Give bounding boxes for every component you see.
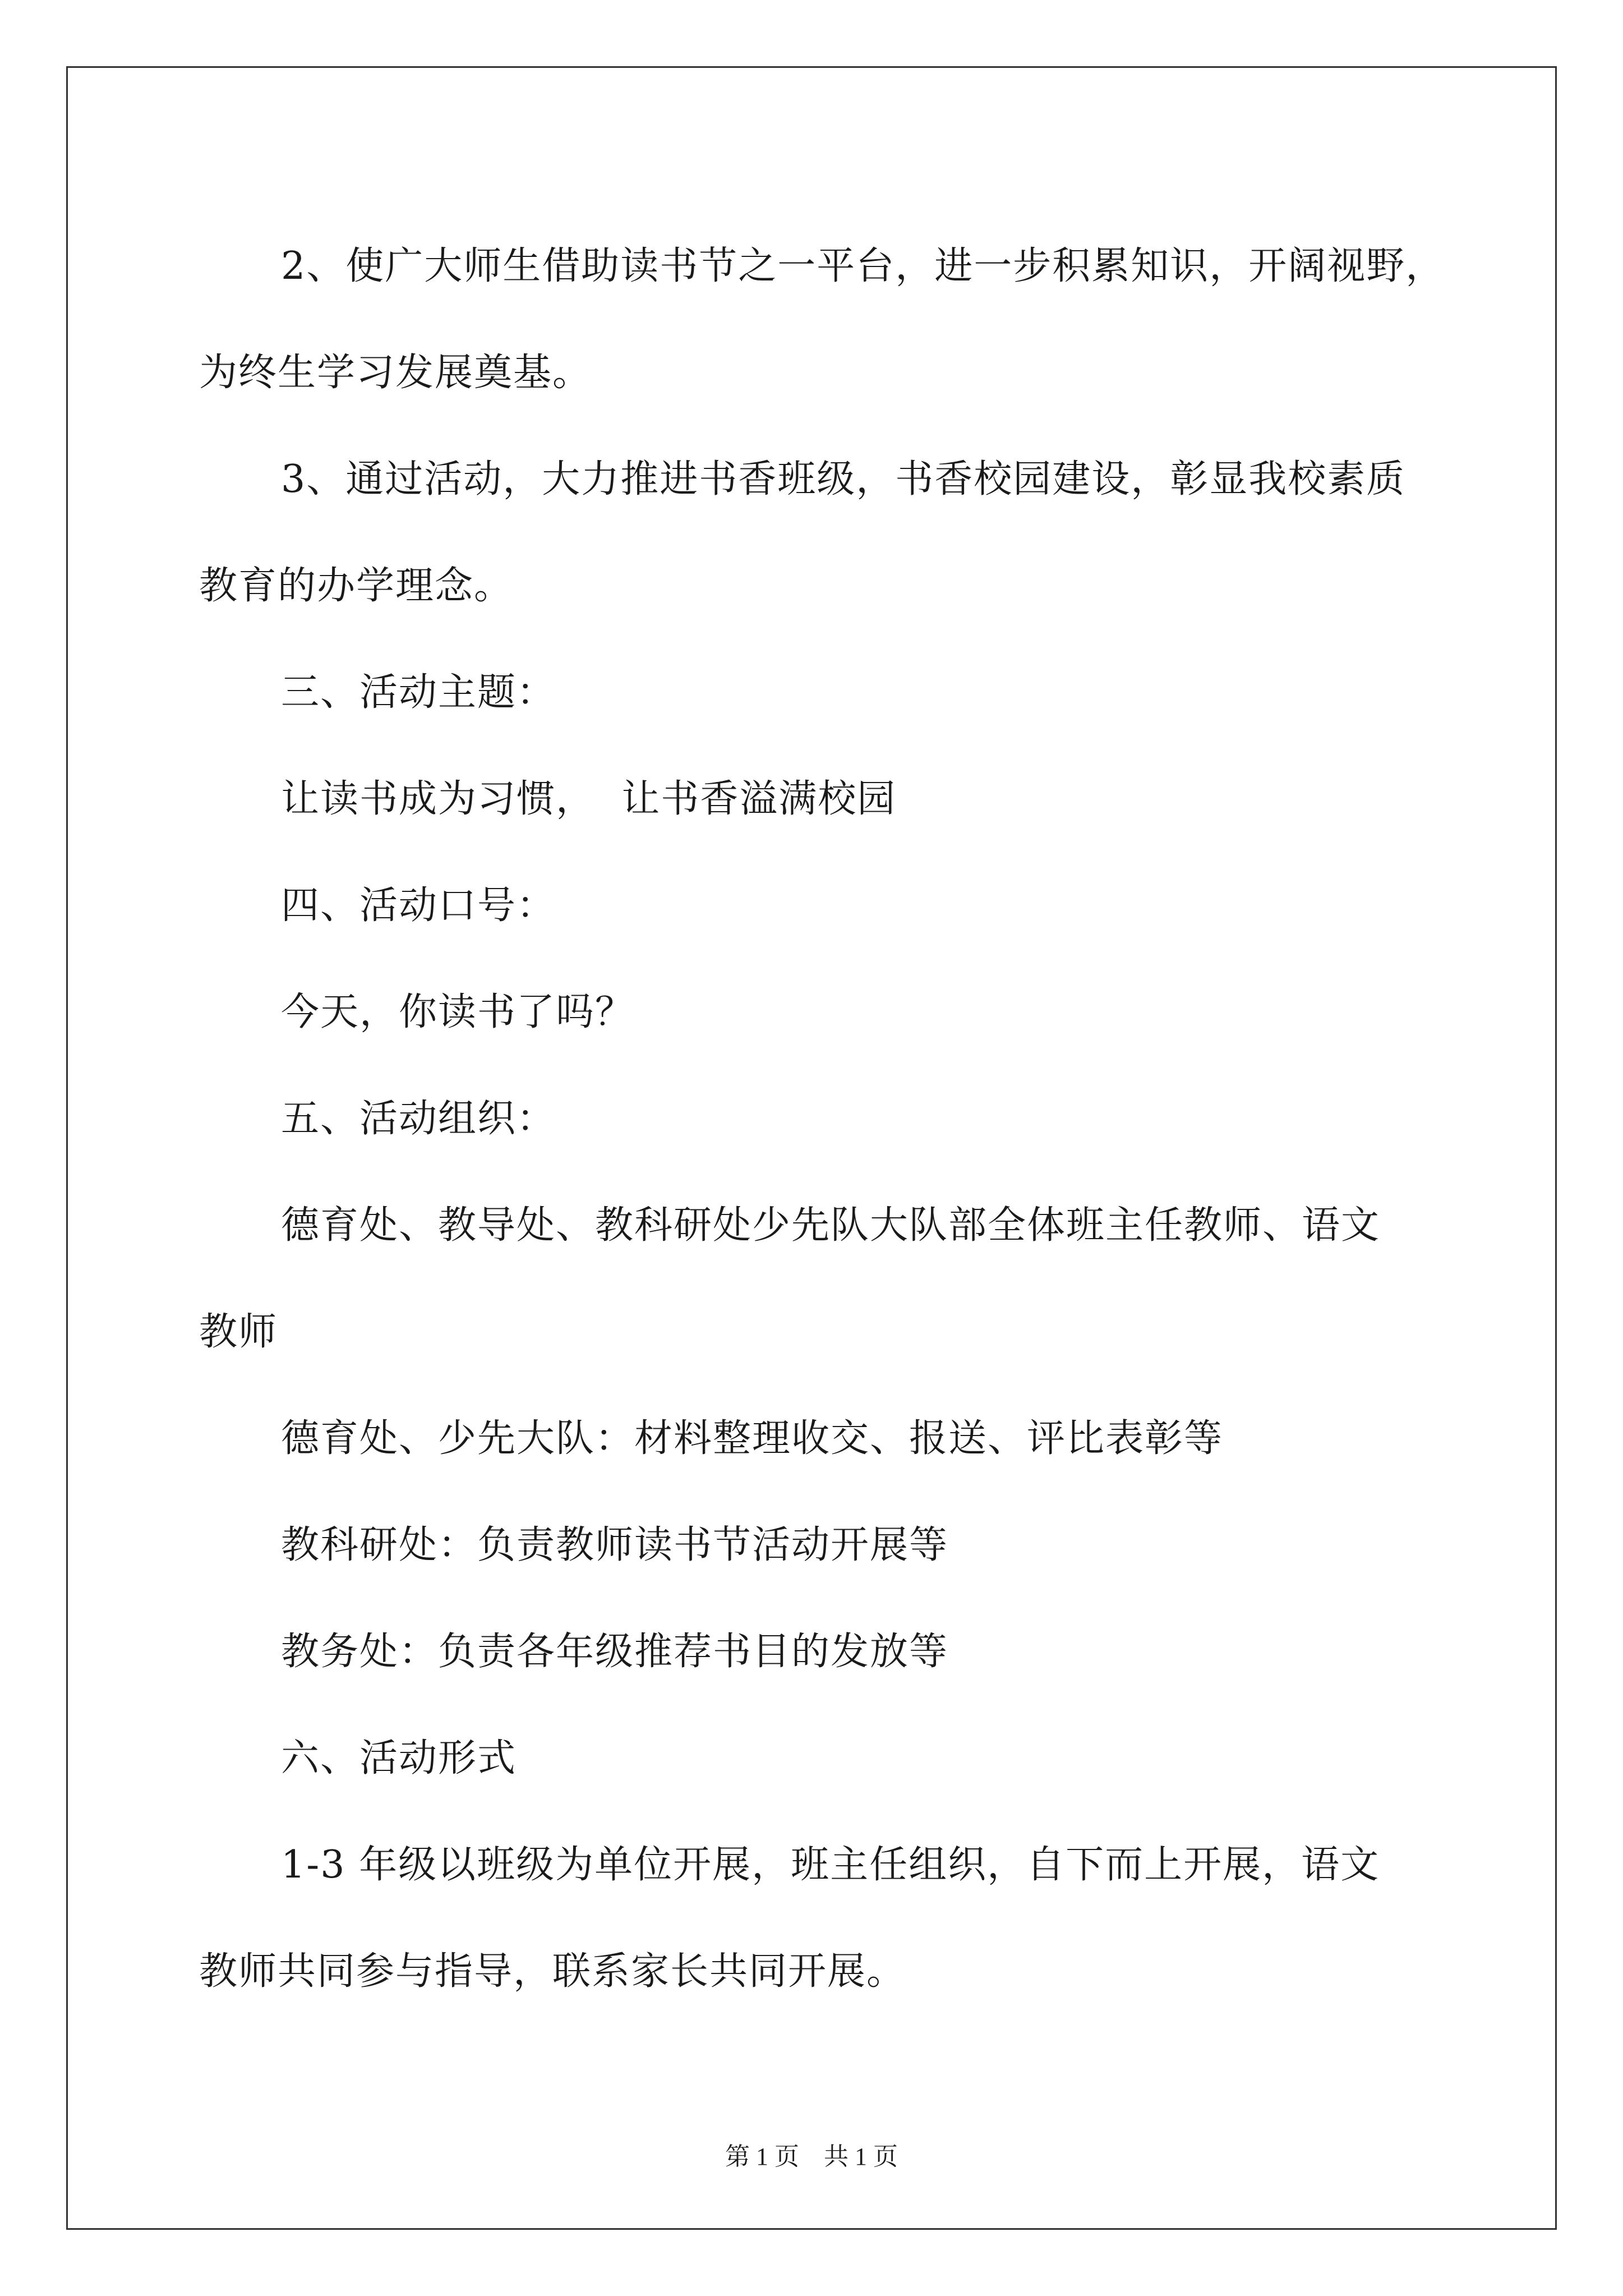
paragraph-goal-3: 3、通过活动，大力推进书香班级，书香校园建设，彰显我校素质 [281,457,1406,501]
paragraph-theme: 让读书成为习惯， 让书香溢满校园 [281,777,897,821]
paragraph-format-cont: 教师共同参与指导，联系家长共同开展。 [199,1949,906,1994]
heading-slogan: 四、活动口号： [281,884,556,928]
paragraph-duty-moral: 德育处、少先大队：材料整理收交、报送、评比表彰等 [281,1416,1224,1461]
paragraph-duty-academic: 教务处：负责各年级推荐书目的发放等 [281,1630,949,1674]
paragraph-organization: 德育处、教导处、教科研处少先队大队部全体班主任教师、语文 [281,1203,1381,1248]
heading-organization: 五、活动组织： [281,1097,556,1141]
paragraph-goal-2: 2、使广大师生借助读书节之一平台，进一步积累知识，开阔视野， [281,244,1445,288]
paragraph-goal-3-cont: 教育的办学理念。 [199,564,514,608]
document-body [199,213,1445,2025]
paragraph-goal-2-cont: 为终生学习发展奠基。 [199,351,592,395]
heading-theme: 三、活动主题： [281,670,556,715]
paragraph-organization-cont: 教师 [199,1310,278,1354]
paragraph-duty-research: 教科研处：负责教师读书节活动开展等 [281,1523,949,1567]
paragraph-format: 1-3 年级以班级为单位开展，班主任组织，自下而上开展，语文 [281,1843,1380,1887]
page-number-footer: 第 1 页 共 1 页 [725,2143,898,2170]
paragraph-slogan: 今天，你读书了吗？ [281,990,635,1034]
heading-format: 六、活动形式 [281,1736,517,1780]
